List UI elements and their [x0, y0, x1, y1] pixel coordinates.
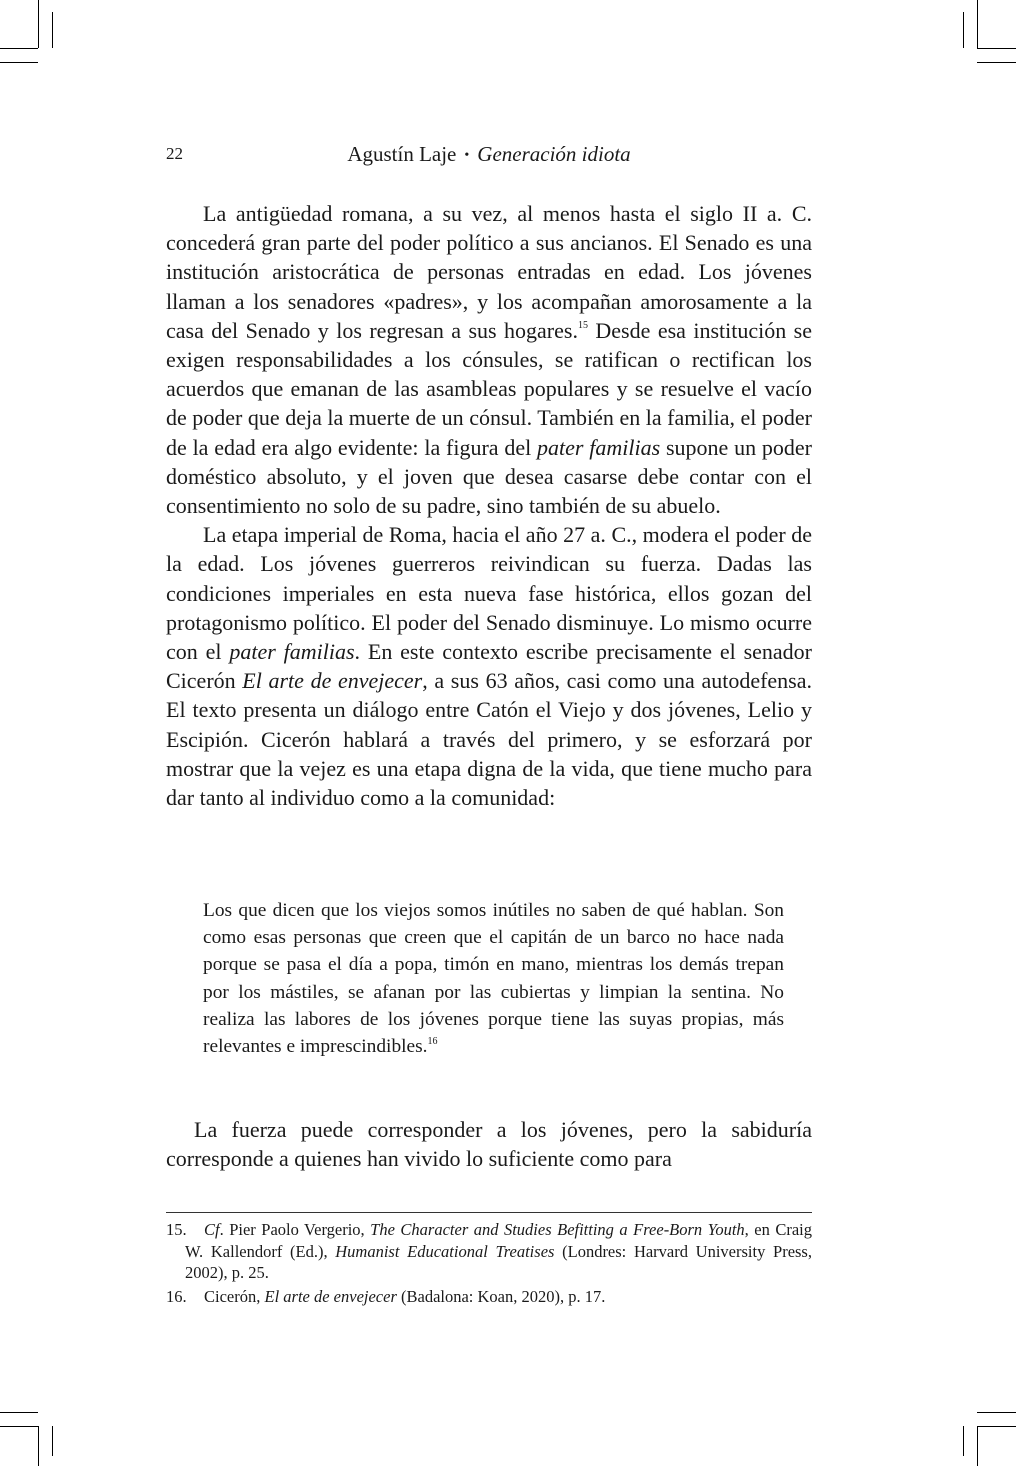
italic-title: El arte de envejecer — [242, 668, 423, 694]
crop-mark — [977, 1426, 978, 1466]
crop-mark — [52, 12, 53, 48]
text-span: La etapa imperial de Roma, hacia el año 27 a. C., modera el poder de la edad. Los jóvenes guerreros reivindican su fuerza. Dadas las condiciones imperiales en esta nueva fase histórica, ellos gozan del protagonismo político. El poder del Senado disminuye. Lo mismo ocurre con el — [166, 522, 812, 665]
footnote-15 — [166, 1219, 812, 1284]
text-span: , en Craig W. Kallendorf (Ed.), — [185, 1220, 813, 1261]
separator-bullet: • — [464, 148, 470, 163]
text-span: (Londres: Harvard University Press, 2002), p. 25. — [185, 1241, 812, 1282]
text-span: (Badalona: Koan, 2020), p. 17. — [396, 1286, 606, 1306]
continuing-text — [166, 1115, 812, 1173]
crop-mark — [963, 1426, 964, 1456]
italic-term: pater familias — [537, 434, 661, 460]
crop-mark — [977, 62, 1016, 63]
text-span: , a sus 63 años, casi como una autodefensa. El texto presenta un diálogo entre Catón el Viejo y dos jóvenes, Lelio y Escipión. Cicerón hablará a través del primero, y se esforzará por mostrar que la vejez es una etapa digna de la vida, que tiene mucho para dar tanto al individuo como a la comunidad: — [166, 668, 813, 811]
crop-mark — [0, 48, 38, 49]
footnote-number: 15. — [166, 1220, 187, 1239]
book-title: Generación idiota — [477, 142, 631, 166]
crop-mark — [963, 12, 964, 48]
crop-mark — [52, 1426, 53, 1456]
text-span: Pier Paolo Vergerio, — [223, 1220, 371, 1239]
footnote-ref-15: 15 — [577, 320, 588, 332]
footnotes — [166, 1219, 812, 1309]
quote-text: Los que dicen que los viejos somos inútiles no saben de qué hablan. Son como esas personas que creen que el capitán de un barco no hace nada porque se pasa el día a popa, timón en mano, mientras los demás trepan por los mástiles, se afanan por las cubiertas y limpian la sentina. No realiza las labores de los jóvenes porque tiene las suyas propias, más relevantes e imprescindibles. — [203, 900, 784, 1058]
crop-mark — [977, 48, 1016, 49]
running-header — [166, 142, 812, 172]
text-span: . — [219, 1220, 224, 1239]
text-span: supone un poder doméstico absoluto, y el joven que desea casarse debe contar con el consentimiento no solo de su padre, sino también de su abuelo. — [166, 434, 812, 519]
italic-title: El arte de envejecer — [264, 1286, 397, 1306]
text-span: Cicerón, — [204, 1286, 265, 1306]
block-quote — [203, 897, 784, 1060]
footnote-ref-16: 16 — [427, 1035, 438, 1047]
crop-mark — [38, 0, 39, 48]
footnote-number: 16. — [166, 1286, 187, 1306]
running-head — [166, 142, 812, 167]
paragraph-strength-wisdom: La fuerza puede corresponder a los jóvenes, pero la sabiduría corresponde a quienes han vivido lo suficiente como para — [166, 1117, 812, 1172]
quote-paragraph — [203, 897, 784, 1060]
text-span: . En este contexto escribe precisamente el senador Cicerón — [166, 639, 812, 694]
crop-mark — [38, 1426, 39, 1466]
crop-mark — [0, 1426, 38, 1427]
crop-mark — [0, 62, 38, 63]
main-text — [166, 199, 812, 812]
text-span: La antigüedad romana, a su vez, al menos hasta el siglo II a. C. concederá gran parte del poder político a sus ancianos. El Senado es una institución aristocrática de personas entradas en edad. Los jóvenes llaman a los senadores «padres», y los acompañan amorosamente a la casa del Senado y los regresan a sus hogares. — [166, 201, 812, 343]
crop-mark — [977, 1412, 1016, 1413]
crop-mark — [977, 0, 978, 48]
text-span: Desde esa institución se exigen responsabilidades a los cónsules, se ratifican o rectifican los acuerdos que emanan de las asambleas populares y se resuelve el vacío de poder que deja la muerte de un cónsul. También en la familia, el poder de la edad era algo evidente: la figura del — [166, 317, 812, 460]
paragraph-roman-antiquity — [166, 199, 812, 520]
author-name: Agustín Laje — [347, 142, 457, 166]
crop-mark — [977, 1426, 1016, 1427]
crop-mark — [0, 1412, 38, 1413]
footnote-16 — [166, 1286, 812, 1308]
page-number: 22 — [166, 144, 183, 163]
italic-title: Humanist Educational Treatises — [335, 1241, 555, 1261]
italic-cf: Cf — [204, 1220, 220, 1239]
paragraph-imperial-rome — [166, 520, 812, 812]
italic-term: pater familias — [229, 639, 355, 665]
italic-title: The Character and Studies Befitting a Free-Born Youth — [370, 1220, 745, 1239]
footnote-divider — [166, 1212, 812, 1213]
